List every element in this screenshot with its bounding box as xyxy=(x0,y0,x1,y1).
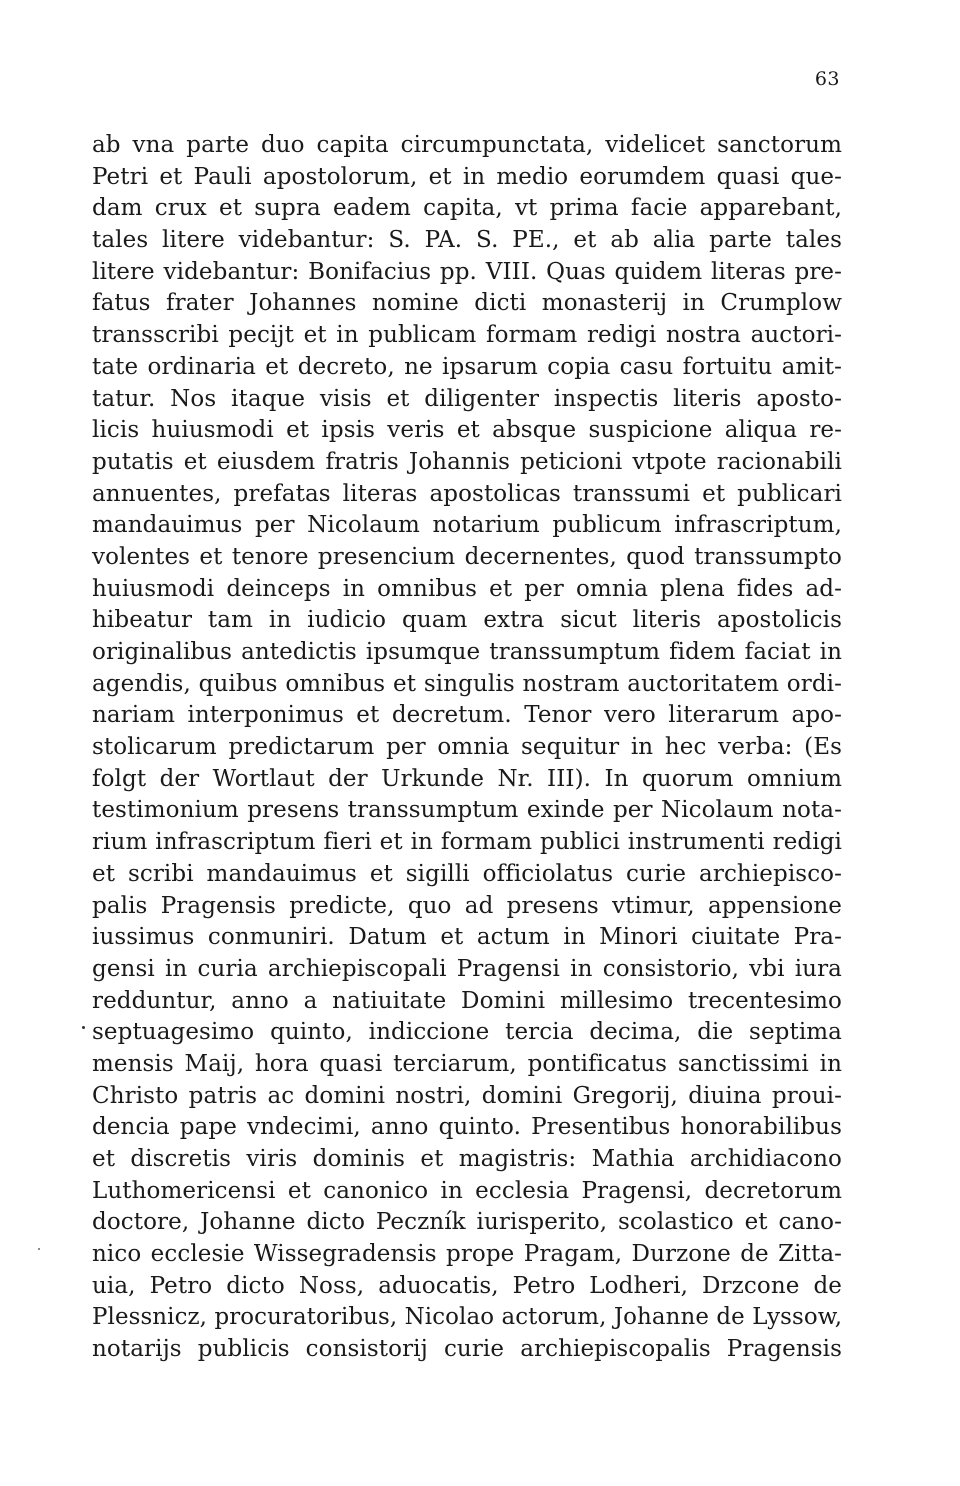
text-line: agendis, quibus omnibus et singulis nostram auctoritatem ordi- xyxy=(92,670,842,697)
text-line: fatus frater Johannes nomine dicti monasterij in Crumplow xyxy=(92,290,842,317)
text-line: originalibus antedictis ipsumque transsumptum fidem faciat in xyxy=(92,639,842,665)
text-line: dam crux et supra eadem capita, vt prima facie apparebant, xyxy=(92,195,842,222)
text-line: palis Pragensis predicte, quo ad presens vtimur, appensione xyxy=(92,892,842,919)
text-line: septuagesimo quinto, indiccione tercia decima, die septima xyxy=(92,1019,842,1046)
text-line: tales litere videbantur: S. PA. S. PE., et ab alia parte tales xyxy=(92,227,842,254)
margin-mark xyxy=(82,1026,85,1029)
text-line: gensi in curia archiepiscopali Pragensi in consistorio, vbi iura xyxy=(92,955,842,982)
text-line: putatis et eiusdem fratris Johannis peticioni vtpote racionabili xyxy=(92,448,842,475)
text-line: tatur. Nos itaque visis et diligenter inspectis literis aposto- xyxy=(92,385,842,412)
text-line: Luthomericensi et canonico in ecclesia Pragensi, decretorum xyxy=(92,1177,842,1204)
text-line: et scribi mandauimus et sigilli officiolatus curie archiepisco- xyxy=(92,860,842,887)
text-line: ab vna parte duo capita circumpunctata, videlicet sanctorum xyxy=(92,132,842,158)
body-text xyxy=(92,130,842,1366)
text-line: tate ordinaria et decreto, ne ipsarum copia casu fortuitu amit- xyxy=(92,353,842,380)
text-line: Christo patris ac domini nostri, domini Gregorij, diuina proui- xyxy=(92,1082,842,1109)
text-line: huiusmodi deinceps in omnibus et per omnia plena fides ad- xyxy=(92,575,842,602)
text-line: Plessnicz, procuratoribus, Nicolao actorum, Johanne de Lyssow, xyxy=(92,1304,843,1331)
page-number: 63 xyxy=(814,68,840,90)
text-line: hibeatur tam in iudicio quam extra sicut literis apostolicis xyxy=(92,607,842,634)
text-line: stolicarum predictarum per omnia sequitur in hec verba: (Es xyxy=(92,734,842,761)
text-line: doctore, Johanne dicto Peczník iurisperito, scolastico et cano- xyxy=(92,1209,842,1236)
text-line: dencia pape vndecimi, anno quinto. Presentibus honorabilibus xyxy=(92,1114,842,1141)
text-line: volentes et tenore presencium decernentes, quod transsumpto xyxy=(92,543,842,570)
text-line: folgt der Wortlaut der Urkunde Nr. III). In quorum omnium xyxy=(92,765,842,792)
text-line: iussimus conmuniri. Datum et actum in Minori ciuitate Pra- xyxy=(92,924,842,951)
text-line: notarijs publicis consistorij curie archiepiscopalis Pragensis xyxy=(92,1336,842,1363)
margin-speck xyxy=(38,1248,40,1250)
text-line: mandauimus per Nicolaum notarium publicum infrascriptum, xyxy=(92,512,842,539)
text-line: Petri et Pauli apostolorum, et in medio eorumdem quasi que- xyxy=(92,163,842,190)
text-line: rium infrascriptum fieri et in formam publici instrumenti redigi xyxy=(92,829,842,856)
text-line: annuentes, prefatas literas apostolicas transsumi et publicari xyxy=(92,480,842,507)
text-line: transscribi pecijt et in publicam formam redigi nostra auctori- xyxy=(92,322,842,349)
text-line: et discretis viris dominis et magistris: Mathia archidiacono xyxy=(92,1146,842,1172)
text-line: licis huiusmodi et ipsis veris et absque suspicione aliqua re- xyxy=(92,417,842,444)
text-line: nico ecclesie Wissegradensis prope Pragam, Durzone de Zitta- xyxy=(92,1241,842,1268)
text-line: nariam interponimus et decretum. Tenor vero literarum apo- xyxy=(92,702,842,729)
text-line: mensis Maij, hora quasi terciarum, pontificatus sanctissimi in xyxy=(92,1050,842,1077)
text-line: uia, Petro dicto Noss, aduocatis, Petro Lodheri, Drzcone de xyxy=(92,1272,842,1299)
text-line: redduntur, anno a natiuitate Domini millesimo trecentesimo xyxy=(92,987,842,1014)
text-line: testimonium presens transsumptum exinde per Nicolaum nota- xyxy=(92,797,842,824)
text-line: litere videbantur: Bonifacius pp. VIII. Quas quidem literas pre- xyxy=(92,258,842,285)
